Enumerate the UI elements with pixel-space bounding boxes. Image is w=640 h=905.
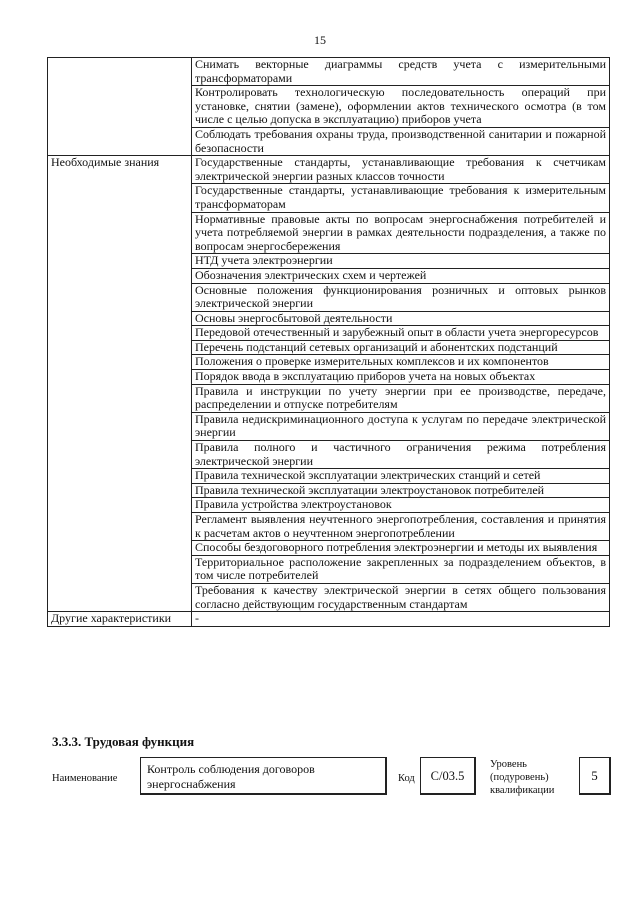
row-text: Соблюдать требования охраны труда, производственной санитарии и пожарной безопасности [192,127,610,155]
row-text: Положения о проверке измерительных комплексов и их компонентов [192,355,610,370]
row-text: Порядок ввода в эксплуатацию приборов учета на новых объектах [192,370,610,385]
code-value: C/03.5 [420,757,476,795]
row-text: Контролировать технологическую последовательность операций при установке, снятии (замене), оформлении актов технического осмотра (в том числе с целью допуска в эксплуатацию) приборов учета [192,86,610,128]
row-label: Другие характеристики [48,612,192,627]
row-label [48,58,192,156]
section-heading: 3.3.3. Трудовая функция [52,734,195,749]
row-text: НТД учета электроэнергии [192,254,610,269]
name-label: Наименование [52,773,118,784]
row-text: - [192,612,610,627]
row-text: Способы бездоговорного потребления электроэнергии и методы их выявления [192,541,610,556]
row-text: Регламент выявления неучтенного энергопотребления, составления и принятия к расчетам актов о неучтенном энергопотреблении [192,513,610,541]
row-text: Обозначения электрических схем и чертежей [192,268,610,283]
row-text: Территориальное расположение закрепленных за подразделением объектов, в том числе потребителей [192,555,610,583]
qualification-level-label [490,758,562,797]
row-text: Правила технической эксплуатации электроустановок потребителей [192,483,610,498]
code-label: Код [398,773,415,784]
row-label: Необходимые знания [48,156,192,612]
qualification-level-label-text: Уровень (подуровень) квалификации [490,759,555,796]
row-text: Государственные стандарты, устанавливающие требования к измерительным трансформаторам [192,184,610,212]
labor-function-header [0,756,640,806]
row-text: Основы энергосбытовой деятельности [192,311,610,326]
page-number: 15 [314,33,326,47]
table-row [48,612,610,627]
row-text: Правила технической эксплуатации электрических станций и сетей [192,469,610,484]
qualification-level-value: 5 [579,757,611,795]
table-row [48,58,610,86]
row-text: Правила полного и частичного ограничения режима потребления электрической энергии [192,441,610,469]
name-value: Контроль соблюдения договоров энергоснабжения [140,757,387,795]
row-text: Основные положения функционирования розничных и оптовых рынков электрической энергии [192,283,610,311]
row-text: Требования к качеству электрической энергии в сетях общего пользования согласно действующим государственным стандартам [192,583,610,611]
row-text: Правила и инструкции по учету энергии при ее производстве, передаче, распределении и отпуске потребителям [192,384,610,412]
requirements-table [47,57,610,627]
row-text: Нормативные правовые акты по вопросам энергоснабжения потребителей и учета потребляемой энергии в рамках деятельности подразделения, а также по вопросам энергосбережения [192,212,610,254]
row-text: Правила недискриминационного доступа к услугам по передаче электрической энергии [192,412,610,440]
row-text: Передовой отечественный и зарубежный опыт в области учета энергоресурсов [192,326,610,341]
row-text: Правила устройства электроустановок [192,498,610,513]
row-text: Снимать векторные диаграммы средств учета с измерительными трансформаторами [192,58,610,86]
row-text: Перечень подстанций сетевых организаций и абонентских подстанций [192,340,610,355]
table-row [48,156,610,184]
row-text: Государственные стандарты, устанавливающие требования к счетчикам электрической энергии разных классов точности [192,156,610,184]
